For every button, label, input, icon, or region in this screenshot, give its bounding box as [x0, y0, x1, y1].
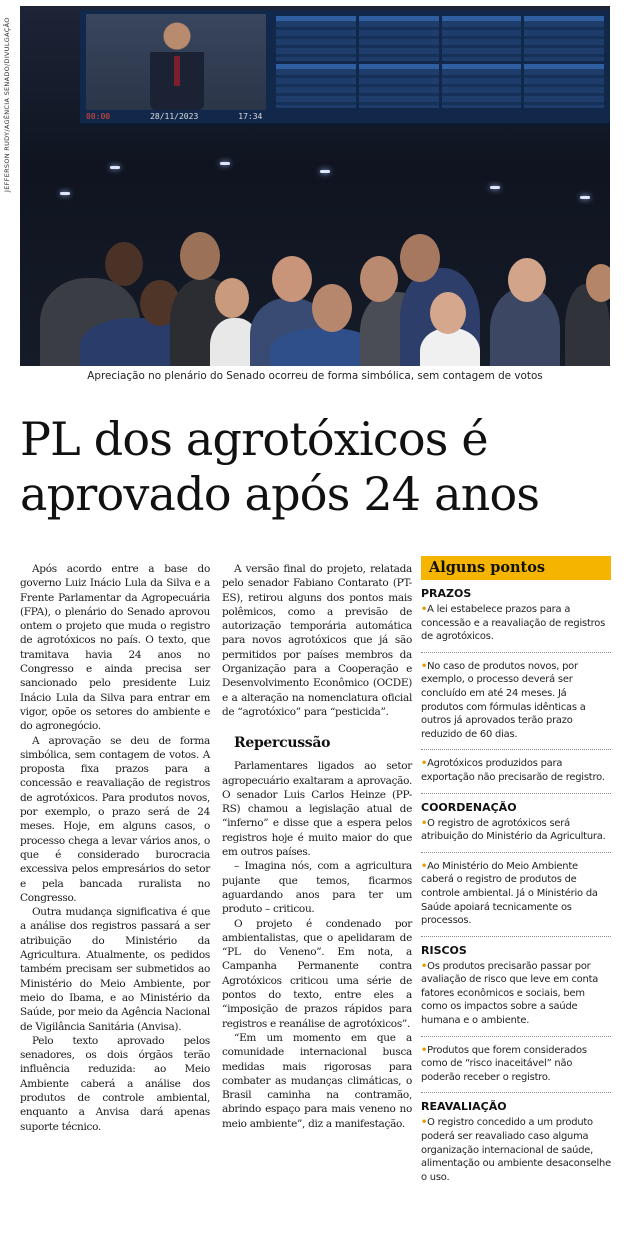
section-heading: REAVALIAÇÃO	[421, 1100, 507, 1114]
paragraph: Parlamentares ligados ao setor agropecuário exaltaram a aprovação. O senador Luis Carlos Heinze (PP-RS) chamou a legislação atual de “inferno” e disse que a espera pelos registros hoje é muito maior do que em outros países.	[222, 760, 412, 859]
news-photo	[20, 6, 610, 366]
panel-date: 28/11/2023	[150, 111, 199, 121]
paragraph: O projeto é condenado por ambientalistas, que o apelidaram de “PL do Veneno”. Em nota, a Campanha Permanente contra Agrotóxicos criticou uma série de pontos do texto, entre eles a “imposição de prazos rápidos para registros e reanálise de agrotóxicos”.	[222, 917, 412, 1030]
paragraph: A versão final do projeto, relatada pelo senador Fabiano Contarato (PT-ES), retirou alguns dos pontos mais polêmicos, como a previsão de autorização temporária automática para novos agrotóxicos que já são permitidos por países membros da Organização para a Cooperação e Desenvolvimento Econômico (OCDE) e a alteração na nomenclatura oficial de “agrotóxico” para “pesticida”.	[222, 563, 412, 718]
paragraph: Após acordo entre a base do governo Luiz Inácio Lula da Silva e a Frente Parlamentar da Agropecuária (FPA), o plenário do Senado aprovou ontem o projeto que muda o registro de agrotóxicos no país. O texto, que tramitava havia 24 anos no Congresso e ainda precisa ser sancionado pelo presidente Luiz Inácio Lula da Silva para entrar em vigor, opõe os setores do ambiente e do agronegócio.	[20, 563, 210, 733]
photo-credit: JEFFERSON RUDY/AGÊNCIA SENADO/DIVULGAÇÃO	[3, 17, 11, 192]
panel-time: 17:34	[238, 111, 263, 121]
list-item: • No caso de produtos novos, por exemplo, o processo deverá ser concluído em até 24 meses. Já produtos com fórmulas idênticas a outros já aprovados terão prazo reduzido de 60 dias.	[421, 660, 611, 751]
paragraph: Outra mudança significativa é que a análise dos registros passará a ser atribuição do Ministério da Agricultura. Atualmente, os pedidos também precisam ser submetidos ao Ministério do Meio Ambiente, por meio do Ibama, e ao Ministério da Saúde, por meio da Agência Nacional de Vigilância Sanitária (Anvisa).	[20, 906, 210, 1033]
panel-vote-grid	[276, 16, 604, 108]
subhead: Repercussão	[234, 735, 331, 752]
list-item: • O registro de agrotóxicos será atribuição do Ministério da Agricultura.	[421, 817, 611, 853]
list-item: • A lei estabelece prazos para a concessão e a reavaliação de registros de agrotóxicos.	[421, 603, 611, 653]
photo-caption: Apreciação no plenário do Senado ocorreu de forma simbólica, sem contagem de votos	[87, 370, 543, 382]
section-heading: RISCOS	[421, 943, 467, 957]
list-item: • O registro concedido a um produto poderá ser reavaliado caso alguma organização internacional de saúde, alimentação ou ambiente desaconselhe o uso.	[421, 1116, 611, 1192]
paragraph: “Em um momento em que a comunidade internacional busca medidas mais rigorosas para combater as mudanças climáticas, o Brasil caminha na contramão, abrindo espaço para mais veneno no meio ambiente”, diz a manifestação.	[222, 1031, 412, 1130]
paragraph: Pelo texto aprovado pelos senadores, os dois órgãos terão influência reduzida: ao Meio Ambiente caberá a análise dos produtos de controle ambiental, enquanto a Anvisa dará apenas suporte técnico.	[20, 1034, 210, 1133]
list-item: • Agrotóxicos produzidos para exportação não precisarão de registro.	[421, 757, 611, 793]
headline: PL dos agrotóxicos é aprovado após 24 anos	[20, 412, 540, 521]
ceiling-lights	[20, 156, 610, 216]
paragraph: – Imagina nós, com a agricultura pujante que temos, ficarmos aguardando anos para ter um produto – criticou.	[222, 860, 412, 916]
panel-video-screen	[86, 14, 266, 110]
sidebar-box	[421, 556, 611, 1196]
paragraph: A aprovação se deu de forma simbólica, sem contagem de votos. A proposta fixa prazos para a concessão e reavaliação de registros de agrotóxicos. Para produtos novos, por exemplo, o prazo será de 24 meses. Hoje, em alguns casos, o processo chega a levar vários anos, o que é considerado burocracia excessiva pelos empresários do setor e pela bancada ruralista no Congresso.	[20, 734, 210, 904]
article-column-1	[20, 562, 210, 1134]
list-item: • Os produtos precisarão passar por avaliação de risco que leve em conta fatores econômicos e sociais, bem como os impactos sobre a saúde humana e o ambiente.	[421, 960, 611, 1037]
senators-group	[20, 228, 610, 366]
list-item: • Ao Ministério do Meio Ambiente caberá o registro de produtos de controle ambiental. Já o Ministério da Saúde apoiará tecnicamente os processos.	[421, 860, 611, 937]
panel-status-bar	[86, 110, 604, 122]
sidebar-title: Alguns pontos	[421, 556, 611, 580]
panel-clock: 00:00	[86, 111, 111, 121]
list-item: • Produtos que forem considerados como de “risco inaceitável” não poderão receber o registro.	[421, 1044, 611, 1094]
senate-voting-panel	[80, 10, 610, 126]
section-heading: PRAZOS	[421, 587, 472, 600]
article-column-2	[222, 562, 412, 1131]
section-heading: COORDENAÇÃO	[421, 800, 517, 814]
